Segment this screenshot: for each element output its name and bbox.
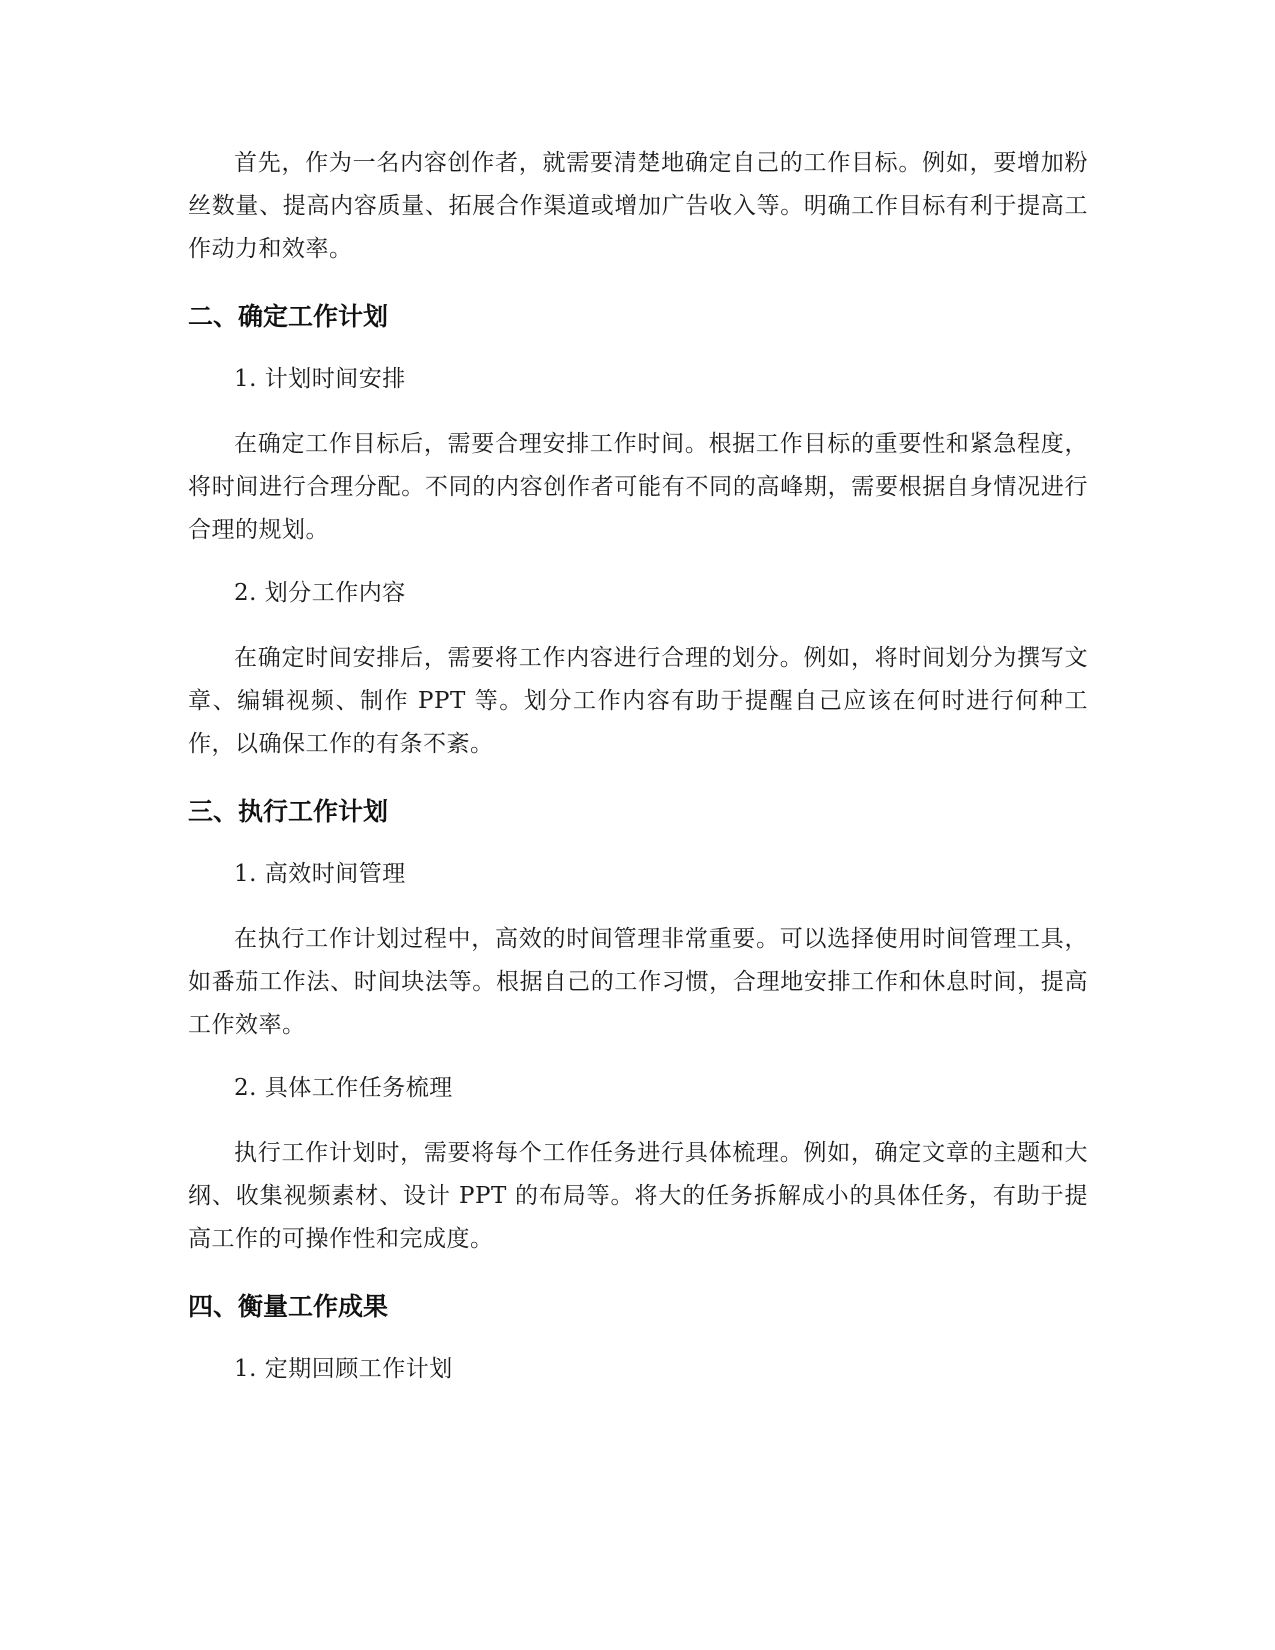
paragraph-work-goal: 首先，作为一名内容创作者，就需要清楚地确定自己的工作目标。例如，要增加粉丝数量、提高内容质量、拓展合作渠道或增加广告收入等。明确工作目标有利于提高工作动力和效率。	[188, 150, 1088, 262]
paragraph-time-management: 在执行工作计划过程中，高效的时间管理非常重要。可以选择使用时间管理工具，如番茄工作法、时间块法等。根据自己的工作习惯，合理地安排工作和休息时间，提高工作效率。	[188, 926, 1088, 1038]
list-item-periodic-review: 1. 定期回顾工作计划	[234, 1356, 453, 1382]
list-item-time-management: 1. 高效时间管理	[234, 861, 406, 887]
paragraph-divide-work: 在确定时间安排后，需要将工作内容进行合理的划分。例如，将时间划分为撰写文章、编辑视频、制作 PPT 等。划分工作内容有助于提醒自己应该在何时进行何种工作，以确保工作的有条不紊。	[188, 645, 1088, 757]
section-heading-execute: 三、执行工作计划	[188, 797, 389, 826]
paragraph-task-breakdown: 执行工作计划时，需要将每个工作任务进行具体梳理。例如，确定文章的主题和大纲、收集视频素材、设计 PPT 的布局等。将大的任务拆解成小的具体任务，有助于提高工作的可操作性和完成度。	[188, 1140, 1088, 1252]
list-item-task-breakdown: 2. 具体工作任务梳理	[234, 1075, 453, 1101]
section-heading-plan: 二、确定工作计划	[188, 302, 389, 331]
list-item-time-arrangement: 1. 计划时间安排	[234, 366, 406, 392]
document-body	[188, 142, 1088, 1391]
paragraph-time-arrangement: 在确定工作目标后，需要合理安排工作时间。根据工作目标的重要性和紧急程度，将时间进行合理分配。不同的内容创作者可能有不同的高峰期，需要根据自身情况进行合理的规划。	[188, 431, 1088, 543]
section-heading-measure: 四、衡量工作成果	[188, 1292, 389, 1321]
list-item-divide-work: 2. 划分工作内容	[234, 580, 406, 606]
